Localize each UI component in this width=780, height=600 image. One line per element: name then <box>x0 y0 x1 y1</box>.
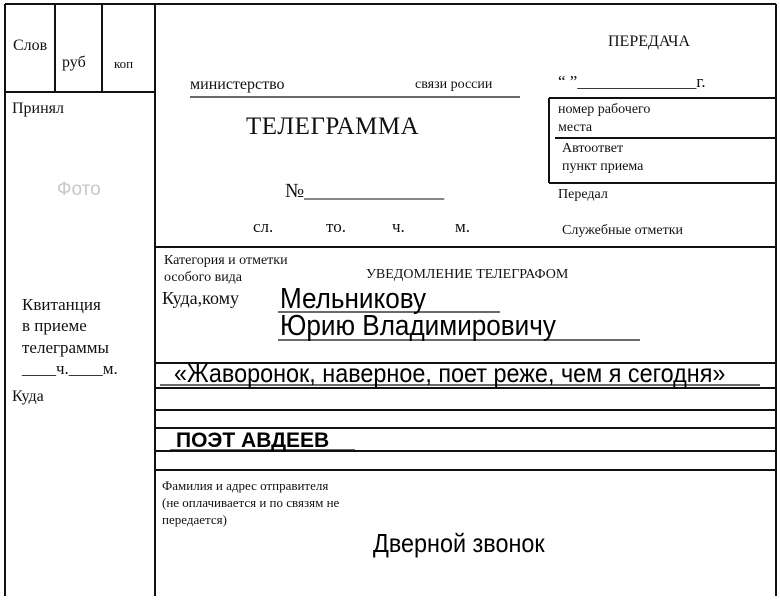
words-count-label: сл. <box>253 217 274 236</box>
to-whom-label: Куда,кому <box>162 288 240 308</box>
transmission-date-field[interactable]: “ ”______________г. <box>558 72 706 91</box>
workplace-label-line1: номер рабочего <box>558 102 651 117</box>
autoreply-label-line2: пункт приема <box>562 159 644 174</box>
sender-value: Дверной звонок <box>373 528 545 558</box>
category-label-line1: Категория и отметки <box>164 253 288 268</box>
receipt-time-field[interactable]: ____ч.____м. <box>22 359 118 378</box>
receipt-label-line3: телеграммы <box>22 338 109 357</box>
stub-where-label: Куда <box>12 388 44 405</box>
recipient-name-line2: Юрию Владимировичу <box>280 310 556 342</box>
telegram-number-field[interactable]: №______________ <box>285 180 445 202</box>
ministry-of-label: связи россии <box>415 77 493 92</box>
notification-mark: УВЕДОМЛЕНИЕ ТЕЛЕГРАФОМ <box>366 267 569 282</box>
category-label-line2: особого вида <box>164 270 243 285</box>
telegram-message: «Жаворонок, наверное, поет реже, чем я сегодня» <box>174 358 726 388</box>
photo-placeholder: Фото <box>57 179 101 200</box>
accepted-label: Принял <box>12 100 65 117</box>
transmission-title: ПЕРЕДАЧА <box>608 33 690 50</box>
minutes-label: м. <box>455 217 471 236</box>
hours-label: ч. <box>392 217 405 236</box>
kopecks-label: коп <box>114 56 134 71</box>
to-label: то. <box>326 217 346 236</box>
words-label: Слов <box>13 37 48 54</box>
telegram-signature: ПОЭТ АВДЕЕВ <box>176 429 330 452</box>
sender-label-line1: Фамилия и адрес отправителя <box>162 478 329 493</box>
service-notes-label: Служебные отметки <box>562 223 683 238</box>
recipient-name-line1: Мельникову <box>280 283 427 315</box>
autoreply-label-line1: Автоответ <box>562 141 624 156</box>
receipt-label-line1: Квитанция <box>22 295 101 314</box>
telegram-title: ТЕЛЕГРАММА <box>246 113 420 140</box>
sender-label-line2: (не оплачивается и по связям не <box>162 495 340 510</box>
receipt-label-line2: в приеме <box>22 316 87 335</box>
rubles-label: руб <box>62 54 86 71</box>
workplace-label-line2: места <box>558 120 593 135</box>
ministry-label: министерство <box>190 76 285 93</box>
sender-label-line3: передается) <box>162 512 227 527</box>
sent-by-label: Передал <box>558 187 608 202</box>
